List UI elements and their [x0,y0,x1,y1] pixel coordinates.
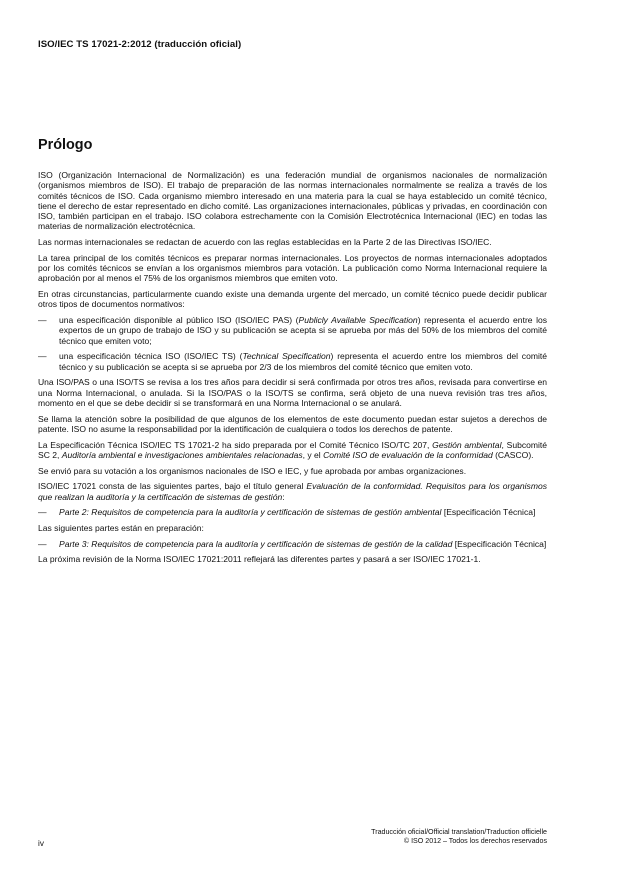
document-body [38,170,547,570]
paragraph-preparation: La Especificación Técnica ISO/IEC TS 17021-2 ha sido preparada por el Comité Técnico ISO/TC 207, Gestión ambiental, Subcomité SC 2, Auditoría ambiental e investigaciones ambientales relacionadas, y el Comité ISO de evaluación de la conformidad (CASCO). [38,439,548,460]
paragraph-iso-intro: ISO (Organización Internacional de Normalización) es una federación mundial de organismos nacionales de normalización (organismos miembros de ISO). El trabajo de preparación de las normas internacionales normalmente se realiza a través de los comités técnicos de ISO. Cada organismo miembro interesado en una materia para la cual se haya establecido un comité técnico, tiene el derecho de estar representado en dicho comité. Las organizaciones internacionales, públicas y privadas, en coordinación con ISO, también participan en el trabajo. ISO colabora estrechamente con la Comisión Electrotécnica Internacional (IEC) en todas las materias de normalización electrotécnica. [38,170,547,232]
document-header: ISO/IEC TS 17021-2:2012 (traducción oficial) [38,39,242,50]
footer-copyright: © ISO 2012 – Todos los derechos reservados [403,837,547,846]
paragraph-patents: Se llama la atención sobre la posibilidad de que algunos de los elementos de este documento puedan estar sujetos a derechos de patente. ISO no asume la responsabilidad por la identificación de cualquiera o todos los derechos de patente. [38,413,547,434]
list-item-pas: — una especificación disponible al público ISO (ISO/IEC PAS) (Publicly Available Specification) representa el acuerdo entre los expertos de un grupo de trabajo de ISO y su publicación se acepta si se aprueba por más del 50% de los miembros del comité técnico que emiten voto; [38,315,547,346]
footer-copyright-block [247,828,547,847]
list-item-part-2: — Parte 2: Requisitos de competencia para la auditoría y certificación de sistemas de gestión ambiental [Especificación Técnica] [38,507,536,518]
list-item-part-3: — Parte 3: Requisitos de competencia para la auditoría y certificación de sistemas de gestión de la calidad [Especificación Técnica] [38,538,547,549]
paragraph-voting: Se envió para su votación a los organismos nacionales de ISO e IEC, y fue aprobada por ambas organizaciones. [38,465,467,476]
list-dash: — [38,351,47,362]
list-dash: — [38,315,47,326]
paragraph-review: Una ISO/PAS o una ISO/TS se revisa a los tres años para decidir si será confirmada por otros tres años, revisada para convertirse en una Norma Internacional, o anulada. Si la ISO/PAS o la ISO/TS se confirma, será objeto de una nueva revisión tras tres años, momento en el que se debe decidir si se transformará en una Norma Internacional o se anulará. [38,377,547,408]
paragraph-parts: ISO/IEC 17021 consta de las siguientes partes, bajo el título general Evaluación de la conformidad. Requisitos para los organismos que realizan la auditoría y la certificación de sistemas de gestión: [38,481,547,502]
paragraph-main-task: La tarea principal de los comités técnicos es preparar normas internacionales. Los proyectos de normas internacionales adoptados por los comités técnicos se envían a los organismos miembros para votación. La publicación como Norma Internacional requiere la aprobación por al menos el 75% de los organismos miembros que emiten voto. [38,252,547,284]
list-item-ts: — una especificación técnica ISO (ISO/IEC TS) (Technical Specification) representa el acuerdo entre los miembros del comité técnico y su publicación se acepta si se aprueba por 2/3 de los miembros del comité técnico que emiten voto. [38,351,547,372]
list-dash: — [38,507,47,518]
paragraph-in-preparation: Las siguientes partes están en preparación: [38,523,204,533]
page-title: Prólogo [38,137,93,153]
paragraph-drafting-rules: Las normas internacionales se redactan de acuerdo con las reglas establecidas en la Parte 2 de las Directivas ISO/IEC. [38,237,492,248]
paragraph-next-revision: La próxima revisión de la Norma ISO/IEC 17021:2011 reflejará las diferentes partes y pasará a ser ISO/IEC 17021-1. [38,554,481,565]
paragraph-other-circumstances: En otras circunstancias, particularmente cuando existe una demanda urgente del mercado, un comité técnico puede decidir publicar otros tipos de documentos normativos: [38,289,547,310]
page-number: iv [38,839,44,848]
footer-translation-note: Traducción oficial/Official translation/Traduction officielle [371,828,547,836]
list-dash: — [38,538,47,549]
